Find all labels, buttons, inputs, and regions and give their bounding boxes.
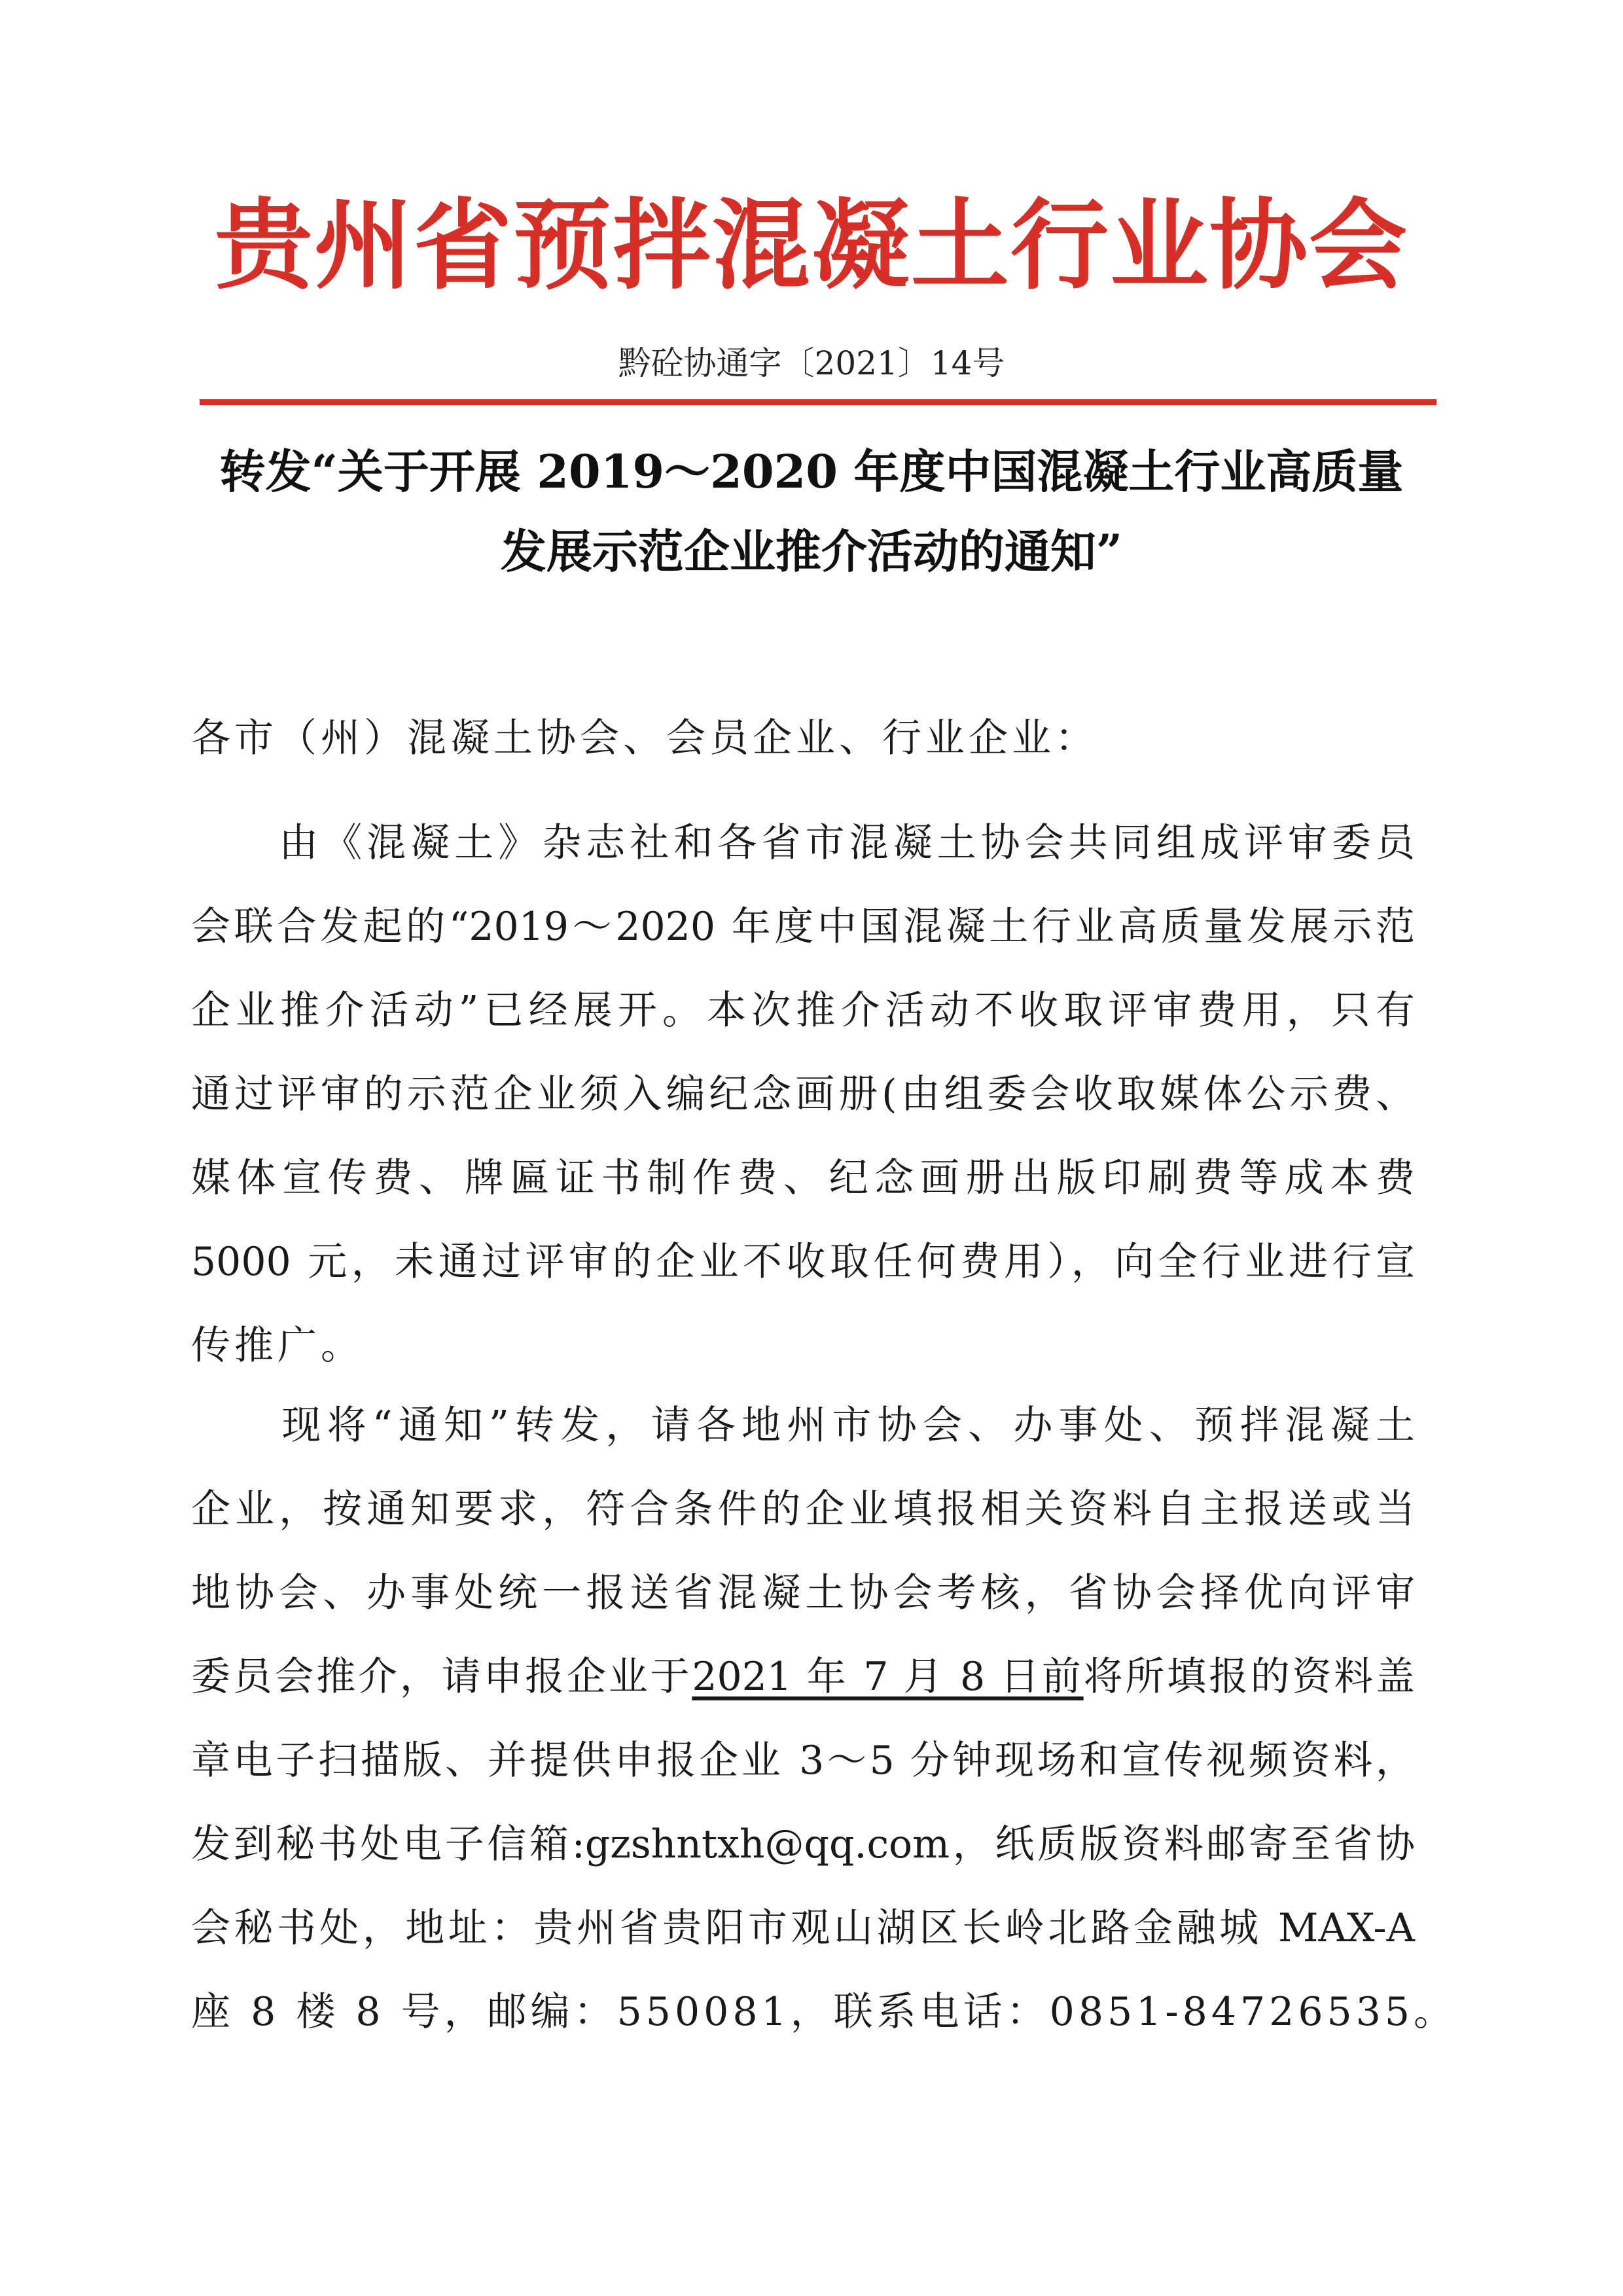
paragraph-line-deadline	[191, 1654, 1416, 1741]
paragraph-line: 媒体宣传费、牌匾证书制作费、纪念画册出版印刷费等成本费	[191, 1155, 1415, 1201]
paragraph-2	[191, 1403, 1457, 2076]
paragraph-line-address: 会秘书处，地址：贵州省贵阳市观山湖区长岭北路金融城 MAX-A	[191, 1905, 1415, 1951]
document-number: 黔砼协通字〔2021〕14号	[618, 344, 1005, 382]
paragraph-line-contact: 座 8 楼 8 号，邮编：550081，联系电话：0851-84726535。	[191, 1989, 1457, 2035]
paragraph-line: 传推广。	[191, 1323, 364, 1369]
paragraph-line: 地协会、办事处统一报送省混凝土协会考核，省协会择优向评审	[191, 1570, 1415, 1616]
letterhead-red-rule	[200, 399, 1436, 405]
title-line-2: 发展示范企业推介活动的通知”	[500, 524, 1123, 579]
paragraph-line: 现将“通知”转发，请各地州市协会、办事处、预拌混凝土	[191, 1403, 1415, 1448]
paragraph-line: 通过评审的示范企业须入编纪念画册(由组委会收取媒体公示费、	[191, 1071, 1415, 1117]
deadline-prefix: 委员会推介，请申报企业于	[191, 1654, 692, 1700]
paragraph-line: 企业，按通知要求，符合条件的企业填报相关资料自主报送或当	[191, 1486, 1415, 1532]
paragraph-line: 会联合发起的“2019～2020 年度中国混凝土行业高质量发展示范	[191, 904, 1415, 950]
paragraph-line: 企业推介活动”已经展开。本次推介活动不收取评审费用，只有	[191, 988, 1415, 1033]
paragraph-line: 由《混凝土》杂志社和各省市混凝土协会共同组成评审委员	[191, 820, 1415, 866]
deadline-suffix: 将所填报的资料盖	[1083, 1654, 1416, 1700]
document-title	[157, 432, 1466, 592]
title-line-1: 转发“关于开展 2019～2020 年度中国混凝土行业高质量	[219, 444, 1404, 499]
paragraph-line: 章电子扫描版、并提供申报企业 3～5 分钟现场和宣传视频资料，	[191, 1738, 1415, 1784]
paragraph-line: 5000 元，未通过评审的企业不收取任何费用），向全行业进行宣	[191, 1239, 1415, 1285]
salutation: 各市（州）混凝土协会、会员企业、行业企业：	[191, 715, 1098, 761]
paragraph-line-email: 发到秘书处电子信箱:gzshntxh@qq.com，纸质版资料邮寄至省协	[191, 1821, 1415, 1867]
letterhead-org-name: 贵州省预拌混凝土行业协会	[214, 188, 1408, 303]
deadline-date: 2021 年 7 月 8 日前	[692, 1654, 1084, 1700]
paragraph-1	[191, 820, 1415, 1410]
